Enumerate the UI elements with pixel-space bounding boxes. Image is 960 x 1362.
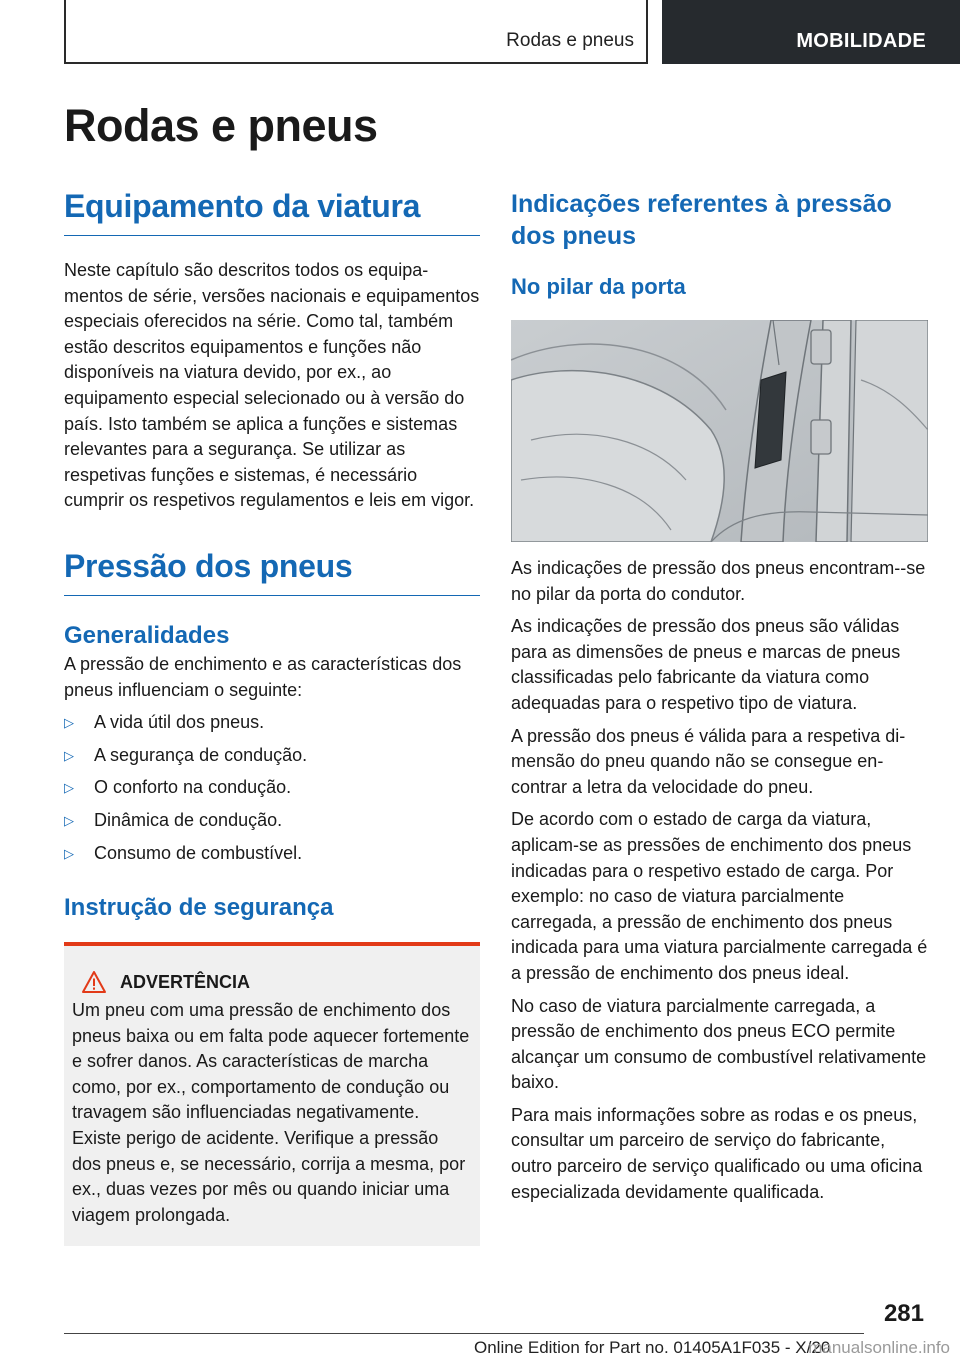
page-number: 281	[883, 1300, 924, 1327]
list-item: ▷ Consumo de combustível.	[64, 841, 480, 867]
warning-text: Um pneu com uma pressão de enchimento dos pneus baixa ou em falta pode aquecer fortemente e sofrer danos. As características de marcha como, por ex., comportamento de condução ou travagem são influenciadas negativamente. Existe perigo de acidente. Verifique a pressão dos pneus e, se necessário, corrija a mesma, por ex., duas vezes por mês ou quando iniciar uma viagem prolongada.	[72, 1000, 470, 1225]
info-paragraph: As indicações de pressão dos pneus são válidas para as dimensões de pneus e marcas de pneus classificadas pelo fabricante da viatura como adequadas para o respetivo tipo de viatura.	[511, 616, 901, 713]
subheading-door-pillar: No pilar da porta	[511, 274, 686, 299]
watermark: manualsonline.info	[808, 1338, 950, 1357]
info-paragraph: As indicações de pressão dos pneus encontram--se no pilar da porta do condutor.	[511, 558, 926, 604]
door-pillar-photo	[511, 320, 928, 542]
triangle-right-icon: ▷	[64, 812, 74, 828]
triangle-right-icon: ▷	[64, 747, 74, 763]
triangle-right-icon: ▷	[64, 780, 74, 796]
triangle-right-icon: ▷	[64, 715, 74, 731]
warning-title: ADVERTÊNCIA	[120, 971, 251, 992]
subheading-safety: Instrução de segurança	[64, 894, 334, 922]
info-paragraph: De acordo com o estado de carga da viatura, aplicam-se as pressões de enchimento dos pneus indicadas para o respetivo estado de carga. Por exemplo: no caso de viatura parcialmente carregada, a pressão de enchimento dos pneus indicada para uma viatura parcialmente carregada é a pressão de enchimento dos pneus ideal.	[511, 809, 928, 983]
header-section-title: Rodas e pneus	[506, 30, 634, 51]
triangle-right-icon: ▷	[64, 845, 74, 861]
info-paragraph: A pressão dos pneus é válida para a respetiva dimensão do pneu quando não se consegue encontrar a letra da velocidade do pneu.	[511, 725, 906, 797]
header-section-box	[64, 0, 648, 64]
info-paragraph: Para mais informações sobre as rodas e os pneus, consultar um parceiro de serviço do fabricante, outro parceiro de serviço qualificado ou uma oficina especializada devidamente qualificada.	[511, 1104, 923, 1202]
list-item: ▷ O conforto na condução.	[64, 775, 480, 801]
influence-list	[64, 710, 480, 866]
section-heading-equipment: Equipamento da viatura	[64, 188, 480, 236]
list-item: ▷ A segurança de condução.	[64, 743, 480, 769]
section-heading-pressure-info: Indicações referentes à pressão dos pneus	[511, 190, 892, 250]
subheading-general: Generalidades	[64, 621, 230, 649]
warning-box	[64, 942, 480, 1246]
footer-divider	[64, 1333, 864, 1334]
list-item: ▷ A vida útil dos pneus.	[64, 710, 480, 736]
list-item: ▷ Dinâmica de condução.	[64, 808, 480, 834]
header-chapter-tab: MOBILIDADE	[662, 0, 960, 64]
left-column	[64, 188, 480, 1246]
info-paragraph: No caso de viatura parcialmente carregada, a pressão de enchimento dos pneus ECO permite alcançar um consumo de combustível relativamente baixo.	[511, 995, 927, 1093]
right-column	[511, 188, 929, 1205]
footer-edition: Online Edition for Part no. 01405A1F035 - X/20	[474, 1338, 831, 1357]
warning-triangle-icon	[72, 970, 116, 994]
section-heading-tire-pressure: Pressão dos pneus	[64, 548, 480, 596]
warning-header	[72, 970, 472, 994]
page-title: Rodas e pneus	[64, 100, 378, 151]
equipment-paragraph: Neste capítulo são descritos todos os equipamentos de série, versões nacionais e equipamentos especiais oferecidos na série. Como tal, também estão descritos equipamentos e funções não disponíveis na viatura devido, por ex., ao equipamento especial selecionado ou à versão do país. Isto também se aplica a funções e sistemas relevantes para a segurança. Se utilizar as respetivas funções e sistemas, é necessário cumprir os respetivos regulamentos e leis em vigor.	[64, 260, 480, 511]
general-paragraph: A pressão de enchimento e as características dos pneus influenciam o seguinte:	[64, 653, 462, 700]
